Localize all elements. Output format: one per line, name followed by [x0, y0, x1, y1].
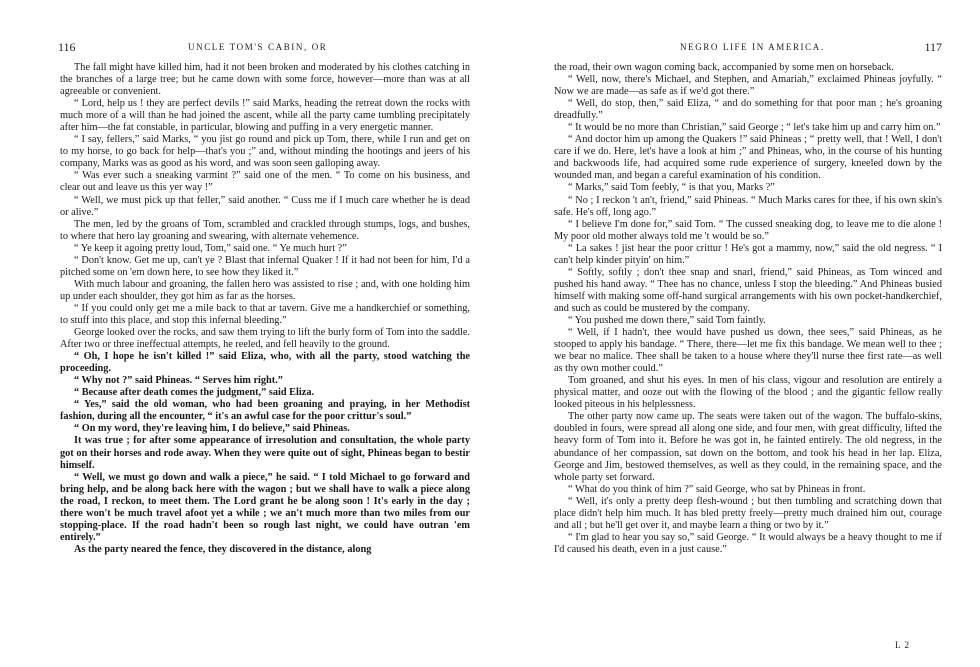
paragraph: “ Because after death comes the judgment,” said Eliza.: [74, 387, 315, 399]
paragraph: “ Marks,” said Tom feebly, “ is that you, Marks ?”: [568, 182, 775, 194]
paragraph: “ You pushed me down there,” said Tom faintly.: [568, 314, 766, 326]
paragraph: “ Why not ?” said Phineas. “ Serves him right.”: [74, 375, 283, 387]
page-number: 116: [58, 40, 76, 54]
paragraph: “ La sakes ! jist hear the poor crittur ! He's got a mammy, now,” said the old negress. “ I can't help kinder pityin' on him.”: [554, 242, 942, 266]
page-body: [554, 62, 942, 556]
paragraph: “ Well, do stop, then,” said Eliza, “ and do something for that poor man ; he's groaning dreadfully.”: [554, 98, 942, 122]
paragraph: “ I'm glad to hear you say so,” said George. “ It would always be a heavy thought to me if I'd caused his death, even in a just cause.”: [554, 531, 942, 555]
running-head: UNCLE TOM'S CABIN, OR: [188, 42, 328, 52]
paragraph: “ On my word, they're leaving him, I do believe,” said Phineas.: [74, 423, 350, 435]
running-head: NEGRO LIFE IN AMERICA.: [680, 42, 825, 52]
paragraph: “ I say, fellers,” said Marks, “ you jist go round and pick up Tom, there, while I run and get on to my horse, to go back for help—that's you ;” and, without minding the hootings and jeers of his company, Marks was as good as his word, and was soon seen galloping away.: [60, 134, 470, 170]
paragraph: “ Well, now, there's Michael, and Stephen, and Amariah,” exclaimed Phineas joyfully. “ Now we are made—as safe as if we'd got there.”: [554, 74, 942, 98]
paragraph: “ Yes,” said the old woman, who had been groaning and praying, in her Methodist fashion, during all the encounter, “ it's an awful case for the poor crittur's soul.”: [60, 399, 470, 423]
paragraph: “ Well, it's only a pretty deep flesh-wound ; but then tumbling and scratching down that place didn't help him much. It has bled pretty freely—pretty much drained him out, courage and all ; but he'll get over it, and maybe learn a thing or two by it.”: [554, 495, 942, 531]
page-number: 117: [924, 40, 942, 54]
paragraph: “ Ye keep it agoing pretty loud, Tom,” said one. “ Ye much hurt ?”: [74, 242, 347, 254]
paragraph: “ Well, we must pick up that feller,” said another. “ Cuss me if I much care whether he is dead or alive.”: [60, 194, 470, 218]
signature-mark: L 2: [895, 640, 910, 650]
paragraph-list: [60, 62, 470, 351]
bold-paragraph-list: [60, 351, 470, 556]
paragraph: “ And doctor him up among the Quakers !” said Phineas ; “ pretty well, that ! Well, I don't care if we do. Here, let's have a look at him ;” and Phineas, who, in the course of his hunting and backwoods life, had acquired some rude experience of surgery, kneeled down by the wounded man, and began a careful examination of his condition.: [554, 134, 942, 182]
paragraph: “ No ; I reckon 't an't, friend,” said Phineas. “ Much Marks cares for thee, if his own skin's safe. He's off, long ago.”: [554, 194, 942, 218]
paragraph: “ What do you think of him ?” said George, who sat by Phineas in front.: [568, 483, 866, 495]
continued-paragraph: the road, their own wagon coming back, accompanied by some men on horseback.: [554, 62, 894, 73]
paragraph: “ Don't know. Get me up, can't ye ? Blast that infernal Quaker ! If it had not been for him, I'd a pitched some on 'em down here, to see how they liked it.”: [60, 254, 470, 278]
paragraph: With much labour and groaning, the fallen hero was assisted to rise ; and, with one holding him up under each shoulder, they got him as far as the horses.: [60, 278, 470, 302]
right-page: [490, 0, 980, 667]
paragraph: The other party now came up. The seats were taken out of the wagon. The buffalo-skins, doubled in fours, were spread all along one side, and four men, with great difficulty, lifted the heavy form of Tom into it. Before he was got in, he fainted entirely. The old negress, in the abundance of her compassion, sat down on the bottom, and took his head in her lap. Eliza, George and Jim, bestowed themselves, as well as they could, in the remaining space, and the whole party set forward.: [554, 411, 942, 483]
paragraph-list: [554, 74, 942, 556]
paragraph: The fall might have killed him, had it not been broken and moderated by his clothes catching in the branches of a large tree; but he came down with some force, however—more than was at all agreeable or convenient.: [60, 62, 470, 98]
paragraph: Tom groaned, and shut his eyes. In men of his class, vigour and resolution are entirely a physical matter, and ooze out with the flowing of the blood ; and the gigantic fellow really looked piteous in his helplessness.: [554, 375, 942, 411]
paragraph: “ If you could only get me a mile back to that ar tavern. Give me a handkerchief or something, to stuff into this place, and stop this infernal bleeding.”: [60, 302, 470, 326]
paragraph: George looked over the rocks, and saw them trying to lift the burly form of Tom into the saddle. After two or three ineffectual attempts, he reeled, and fell heavily to the ground.: [60, 327, 470, 351]
paragraph: “ Well, if I hadn't, thee would have pushed us down, thee sees,” said Phineas, as he stooped to apply his bandage. “ There, there—let me fix this bandage. We mean well to thee ; we bear no malice. Thee shall be taken to a house where they'll nurse thee first rate—as well as thy own mother could.”: [554, 327, 942, 375]
paragraph: “ I believe I'm done for,” said Tom. “ The cussed sneaking dog, to leave me to die alone ! My poor old mother always told me 't would be so.”: [554, 218, 942, 242]
paragraph: The men, led by the groans of Tom, scrambled and crackled through stumps, logs, and bushes, to where that hero lay groaning and swearing, with alternate vehemence.: [60, 218, 470, 242]
paragraph: “ Was ever such a sneaking varmint ?” said one of the men. “ To come on his business, and clear out and leave us this yer way !”: [60, 170, 470, 194]
paragraph: It was true ; for after some appearance of irresolution and consultation, the whole party got on their horses and rode away. When they were quite out of sight, Phineas began to bestir himself.: [60, 435, 470, 471]
paragraph: “ It would be no more than Christian,” said George ; “ let's take him up and carry him on.”: [568, 122, 941, 134]
paragraph: “ Oh, I hope he isn't killed !” said Eliza, who, with all the party, stood watching the proceeding.: [60, 351, 470, 375]
paragraph: “ Well, we must go down and walk a piece,” he said. “ I told Michael to go forward and bring help, and be along back here with the wagon ; but we shall have to walk a piece along the road, I reckon, to meet them. The Lord grant he be along soon ! It's early in the day ; there won't be much travel afoot yet a while ; we an't much more than two miles from our stopping-place. If the road hadn't been so rough last night, we could have outran 'em entirely.”: [60, 471, 470, 543]
page-body: [60, 62, 470, 556]
paragraph: “ Lord, help us ! they are perfect devils !” said Marks, heading the retreat down the rocks with much more of a will than he had joined the ascent, while all the party came tumbling precipitately after him—the fat constable, in particular, blowing and puffing in a very energetic manner.: [60, 98, 470, 134]
paragraph: As the party neared the fence, they discovered in the distance, along: [74, 543, 372, 555]
paragraph: “ Softly, softly ; don't thee snap and snarl, friend,” said Phineas, as Tom winced and pushed his hand away. “ Thee has no chance, unless I stop the bleeding.” And Phineas busied himself with making some off-hand surgical arrangements with his own pocket-handkerchief, and such as could be mustered by the company.: [554, 266, 942, 314]
